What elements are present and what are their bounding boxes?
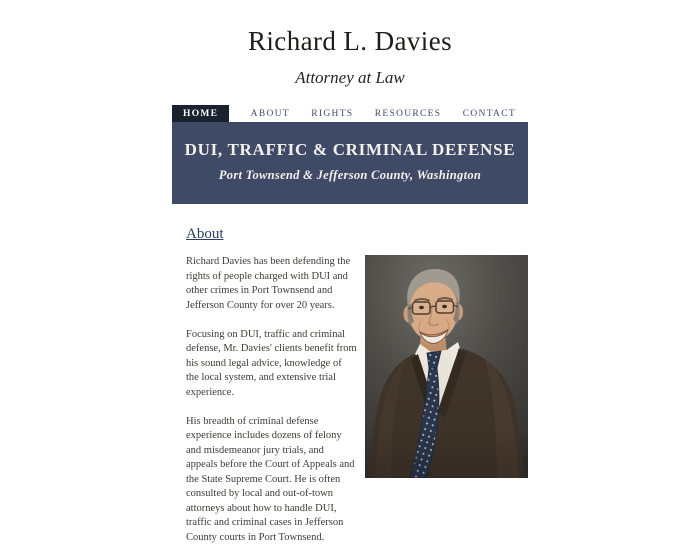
about-link[interactable]: About bbox=[186, 226, 224, 242]
page-title: Richard L. Davies bbox=[248, 26, 452, 56]
page-subtitle: Attorney at Law bbox=[295, 68, 405, 87]
nav-item-rights[interactable]: RIGHTS bbox=[311, 108, 354, 119]
main-nav bbox=[172, 105, 528, 122]
hero-banner bbox=[172, 122, 528, 204]
nav-item-home[interactable]: HOME bbox=[172, 105, 229, 122]
about-paragraph: Richard Davies has been defending the rights of people charged with DUI and other crimes in Port Townsend and Jefferson County for over 20 years. bbox=[186, 256, 351, 311]
page-container bbox=[172, 28, 528, 560]
photo-vignette bbox=[365, 255, 528, 478]
main-content bbox=[172, 225, 528, 560]
attorney-portrait bbox=[365, 255, 528, 478]
about-paragraph: His breadth of criminal defense experience includes dozens of felony and misdemeanor jury trials, and appeals before the Court of Appeals and the State Supreme Court. He is often consulted by local and out-of-town attorneys about how to handle DUI, traffic and criminal cases in Jefferson County courts in Port Townsend. bbox=[186, 415, 355, 543]
about-text-column bbox=[186, 255, 357, 560]
about-columns bbox=[186, 255, 528, 560]
about-paragraph: Focusing on DUI, traffic and criminal defense, Mr. Davies' clients benefit from his sound legal advice, knowledge of the local system, and extensive trial experience. bbox=[186, 328, 357, 398]
nav-item-resources[interactable]: RESOURCES bbox=[374, 108, 442, 119]
nav-item-about[interactable]: ABOUT bbox=[250, 108, 290, 119]
nav-item-contact[interactable]: CONTACT bbox=[462, 108, 516, 119]
banner-title: DUI, TRAFFIC & CRIMINAL DEFENSE bbox=[184, 140, 516, 159]
banner-subtitle: Port Townsend & Jefferson County, Washington bbox=[218, 168, 482, 182]
